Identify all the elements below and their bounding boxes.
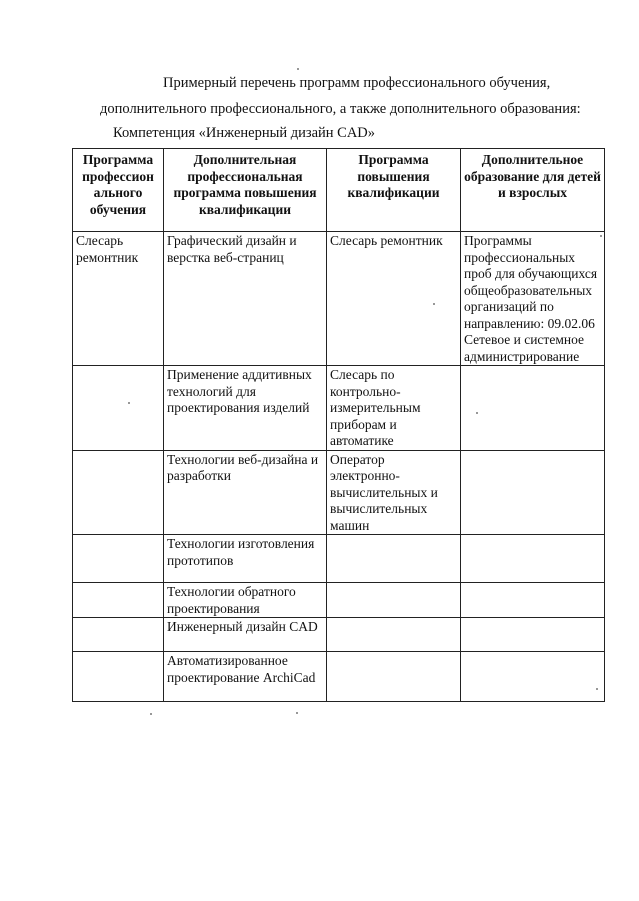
scan-speck <box>433 303 435 305</box>
table-cell <box>73 366 164 451</box>
table-cell <box>461 535 605 583</box>
table-cell <box>73 535 164 583</box>
table-cell: Инженерный дизайн CAD <box>164 618 327 652</box>
table-row <box>73 366 605 451</box>
table-cell <box>73 450 164 535</box>
table-row <box>73 232 605 366</box>
header-vocational-training: Программа профессион ального обучения <box>73 149 164 232</box>
table-cell <box>327 618 461 652</box>
scan-speck <box>600 235 602 237</box>
scan-speck <box>128 402 130 404</box>
programs-table <box>72 148 605 702</box>
scan-speck <box>296 712 298 714</box>
scan-speck <box>297 68 299 70</box>
table-cell <box>327 535 461 583</box>
table-row <box>73 450 605 535</box>
table-cell <box>461 652 605 702</box>
table-cell <box>461 583 605 618</box>
table-cell: Графический дизайн и верстка веб-страниц <box>164 232 327 366</box>
scan-speck <box>150 713 152 715</box>
table-cell: Автоматизированное проектирование ArchiCad <box>164 652 327 702</box>
table-cell: Слесарь по контрольно-измерительным приборам и автоматике <box>327 366 461 451</box>
header-additional-professional: Дополнительная профессиональная программа повышения квалификации <box>164 149 327 232</box>
table-cell: Оператор электронно-вычислительных и вычислительных машин <box>327 450 461 535</box>
table-cell <box>461 366 605 451</box>
table-row <box>73 652 605 702</box>
table-cell <box>461 618 605 652</box>
table-cell: Программы профессиональных проб для обучающихся общеобразовательных организаций по направлению: 09.02.06 Сетевое и системное администрирование <box>461 232 605 366</box>
heading-line-1: Примерный перечень программ профессионального обучения, <box>163 75 551 91</box>
header-qualification-upgrade: Программа повышения квалификации <box>327 149 461 232</box>
table-cell <box>73 618 164 652</box>
table-header-row <box>73 149 605 232</box>
heading-line-2: дополнительного профессионального, а также дополнительного образования: <box>100 101 581 117</box>
table-cell <box>461 450 605 535</box>
table-row <box>73 535 605 583</box>
table-cell: Технологии веб-дизайна и разработки <box>164 450 327 535</box>
table-row <box>73 618 605 652</box>
table-cell: Слесарь ремонтник <box>327 232 461 366</box>
table-cell: Технологии изготовления прототипов <box>164 535 327 583</box>
table-cell: Слесарь ремонтник <box>73 232 164 366</box>
header-additional-education: Дополнительное образование для детей и взрослых <box>461 149 605 232</box>
table-cell <box>327 583 461 618</box>
table-cell <box>327 652 461 702</box>
table-cell: Применение аддитивных технологий для проектирования изделий <box>164 366 327 451</box>
table-cell <box>73 583 164 618</box>
scan-speck <box>596 688 598 690</box>
table-cell: Технологии обратного проектирования <box>164 583 327 618</box>
table-row <box>73 583 605 618</box>
table-cell <box>73 652 164 702</box>
scan-speck <box>476 412 478 414</box>
competency-line: Компетенция «Инженерный дизайн CAD» <box>113 125 376 141</box>
